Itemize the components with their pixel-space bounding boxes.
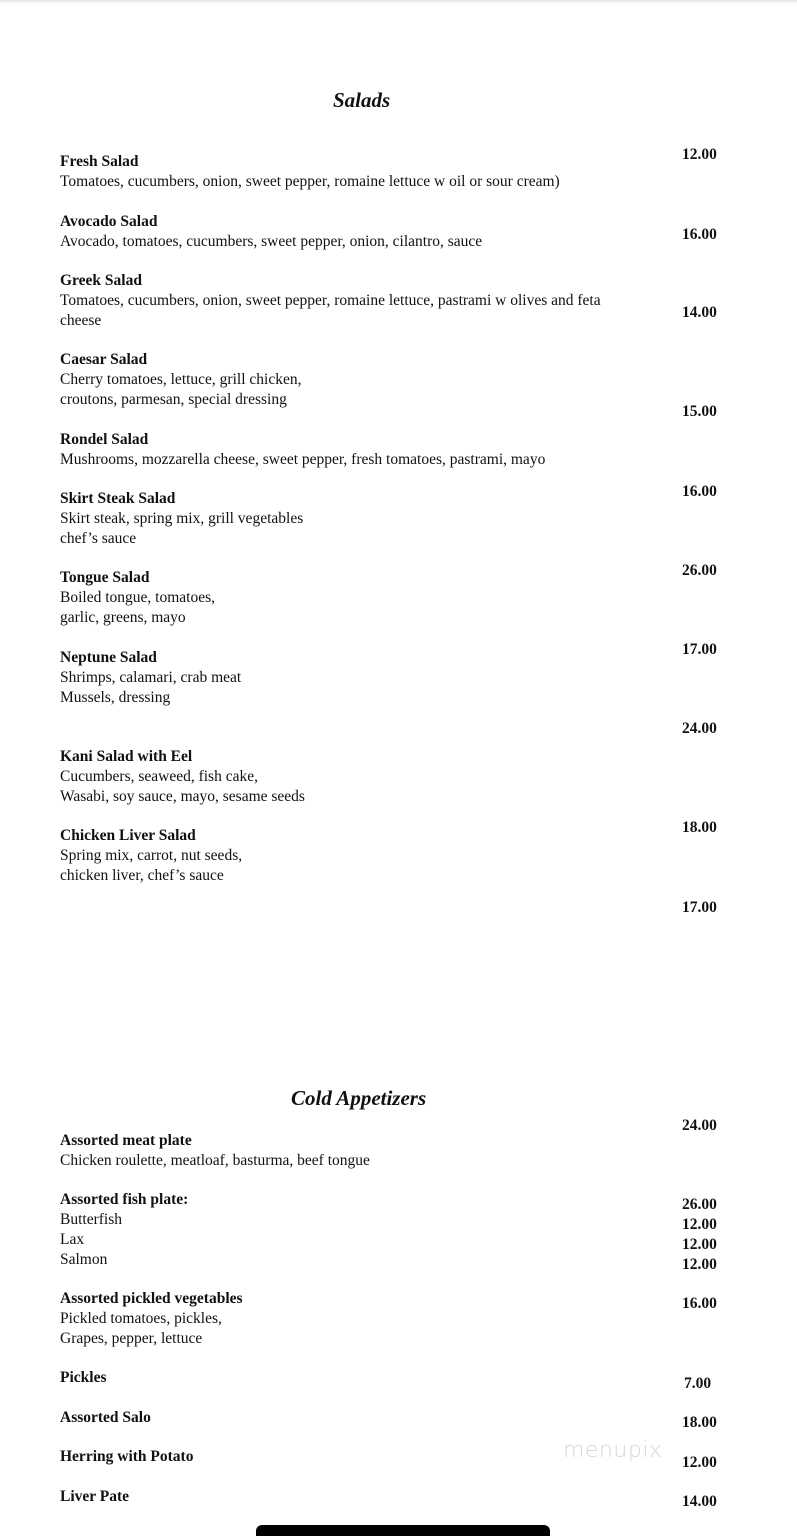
menu-item-description: Grapes, pepper, lettuce <box>60 1330 203 1347</box>
menu-item-description: Mussels, dressing <box>60 689 171 706</box>
menu-item-description: Skirt steak, spring mix, grill vegetables <box>60 510 304 527</box>
menu-item-description: chef’s sauce <box>60 530 137 547</box>
menu-item-name: Assorted pickled vegetables <box>60 1290 243 1307</box>
menu-item-description: garlic, greens, mayo <box>60 609 186 626</box>
home-indicator[interactable] <box>256 1525 550 1536</box>
menu-item-description: Boiled tongue, tomatoes, <box>60 589 215 606</box>
menu-item <box>60 1408 670 1428</box>
menu-item-description: chicken liver, chef’s sauce <box>60 867 224 884</box>
menu-item-description: cheese <box>60 312 102 329</box>
menu-item-description: Cucumbers, seaweed, fish cake, <box>60 768 258 785</box>
menu-item-name: Caesar Salad <box>60 351 148 368</box>
menu-item <box>60 271 670 331</box>
menu-item <box>60 826 670 886</box>
menu-item-name: Kani Salad with Eel <box>60 748 193 765</box>
menu-item-description: Cherry tomatoes, lettuce, grill chicken, <box>60 371 302 388</box>
menu-item-description: Mushrooms, mozzarella cheese, sweet pepper, fresh tomatoes, pastrami, mayo <box>60 451 546 468</box>
menu-item-description: Spring mix, carrot, nut seeds, <box>60 847 243 864</box>
menu-item-price: 15.00 <box>682 403 717 420</box>
menu-item-description: Salmon <box>60 1251 108 1268</box>
menu-item-name: Greek Salad <box>60 272 142 289</box>
menu-item-name: Pickles <box>60 1369 107 1386</box>
menu-item-price: 17.00 <box>682 641 717 658</box>
menu-item-name: Chicken Liver Salad <box>60 827 196 844</box>
menu-item-name: Skirt Steak Salad <box>60 490 176 507</box>
menu-item-description: Butterfish <box>60 1211 122 1228</box>
menu-item <box>60 152 670 192</box>
menu-item-price: 24.00 <box>682 720 717 737</box>
menu-item <box>60 1190 670 1270</box>
menu-item-name: Avocado Salad <box>60 213 158 230</box>
menu-item-price: 24.00 <box>682 1117 717 1134</box>
menu-item-description: Shrimps, calamari, crab meat <box>60 669 242 686</box>
menu-item-price: 7.00 <box>684 1375 712 1392</box>
menu-item <box>60 648 670 708</box>
menu-item <box>60 489 670 549</box>
menu-item-name: Assorted fish plate: <box>60 1191 189 1208</box>
menu-item-price: 12.00 <box>682 1236 717 1253</box>
section-title-cold-appetizers: Cold Appetizers <box>291 1086 427 1110</box>
top-edge <box>0 0 797 4</box>
menu-item <box>60 350 670 410</box>
menu-item-price: 14.00 <box>682 1493 717 1510</box>
menu-item-price: 12.00 <box>682 146 717 163</box>
menu-item-price: 26.00 <box>682 562 717 579</box>
menu-item-description: croutons, parmesan, special dressing <box>60 391 287 408</box>
menu-item-description: Pickled tomatoes, pickles, <box>60 1310 222 1327</box>
menu-item-description: Chicken roulette, meatloaf, basturma, beef tongue <box>60 1152 370 1169</box>
menu-item <box>60 430 670 470</box>
menu-item <box>60 747 670 807</box>
menu-item <box>60 1487 670 1507</box>
menu-item-price: 18.00 <box>682 1414 717 1431</box>
menu-item-description: Tomatoes, cucumbers, onion, sweet pepper, romaine lettuce w oil or sour cream) <box>60 173 560 190</box>
menu-item-description: Lax <box>60 1231 85 1248</box>
menu-item-price: 18.00 <box>682 819 717 836</box>
menu-item-price: 26.00 <box>682 1196 717 1213</box>
menu-item-name: Rondel Salad <box>60 431 149 448</box>
menu-item-name: Tongue Salad <box>60 569 150 586</box>
menu-item-price: 16.00 <box>682 226 717 243</box>
menu-item-price: 12.00 <box>682 1454 717 1471</box>
section-title-salads: Salads <box>333 88 391 112</box>
watermark-logo: menupix <box>563 1438 663 1463</box>
menu-item <box>60 1368 670 1388</box>
menu-item <box>60 1131 670 1171</box>
menu-item-name: Liver Pate <box>60 1488 130 1505</box>
menu-item-description: Wasabi, soy sauce, mayo, sesame seeds <box>60 788 305 805</box>
menu-item-name: Assorted meat plate <box>60 1132 192 1149</box>
menu-item-price: 12.00 <box>682 1256 717 1273</box>
menu-item <box>60 212 670 252</box>
menu-item-description: Tomatoes, cucumbers, onion, sweet pepper, romaine lettuce, pastrami w olives and feta <box>60 292 601 309</box>
menu-item-name: Assorted Salo <box>60 1409 151 1426</box>
menu-item-price: 17.00 <box>682 899 717 916</box>
menu-item <box>60 568 670 628</box>
menu-item-price: 14.00 <box>682 304 717 321</box>
menu-item <box>60 1289 670 1349</box>
menu-item-price: 16.00 <box>682 483 717 500</box>
menu-item-description: Avocado, tomatoes, cucumbers, sweet pepper, onion, cilantro, sauce <box>60 233 483 250</box>
menu-item-price: 12.00 <box>682 1216 717 1233</box>
menu-item-name: Neptune Salad <box>60 649 157 666</box>
menu-item-name: Fresh Salad <box>60 153 139 170</box>
menu-item-price: 16.00 <box>682 1295 717 1312</box>
menu-item-name: Herring with Potato <box>60 1448 194 1465</box>
